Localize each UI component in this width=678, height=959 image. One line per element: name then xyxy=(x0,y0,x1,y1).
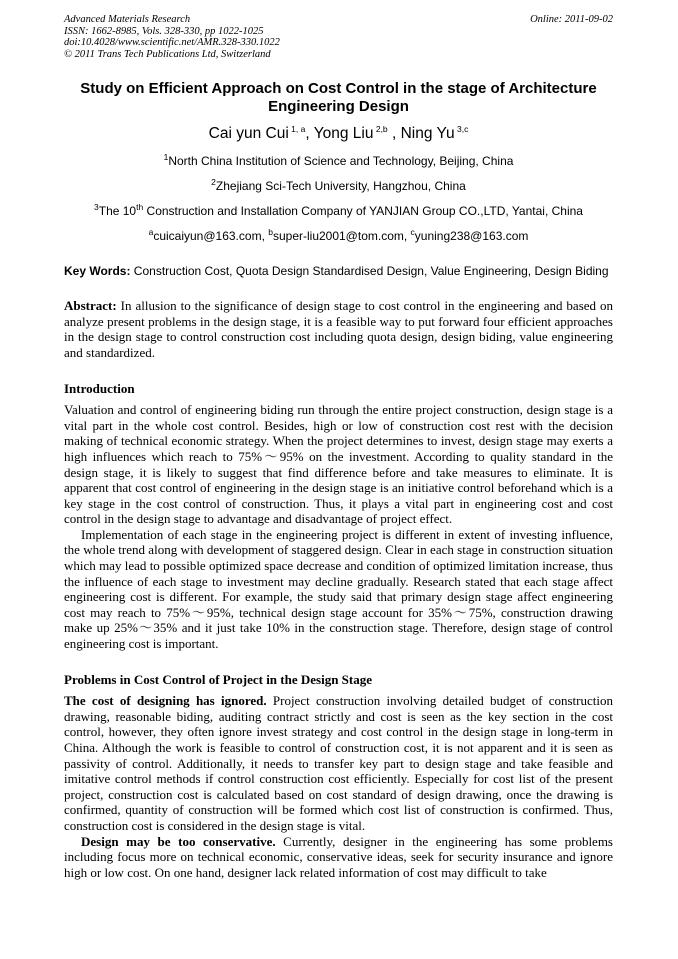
email-sup: c xyxy=(410,227,415,238)
copyright-line: © 2011 Trans Tech Publications Ltd, Switzerland xyxy=(64,48,271,60)
issn-line: ISSN: 1662-8985, Vols. 328-330, pp 1022-1025 xyxy=(64,25,264,37)
author-sup: 1, a xyxy=(291,124,306,134)
paper-title: Study on Efficient Approach on Cost Control in the stage of Architecture Engineering Design xyxy=(80,80,597,115)
author-sup: 3,c xyxy=(456,124,469,134)
affiliation-text: North China Institution of Science and Technology, Beijing, China xyxy=(168,154,514,169)
affiliation-ordinal: th xyxy=(136,202,144,213)
journal-header xyxy=(64,14,613,60)
author-name: Cai yun Cui xyxy=(208,125,289,143)
author-name: Yong Liu xyxy=(313,125,374,143)
keywords xyxy=(64,264,613,278)
author-list xyxy=(64,120,613,143)
journal-name: Advanced Materials Research xyxy=(64,14,191,25)
section-heading-problems: Problems in Cost Control of Project in the Design Stage xyxy=(64,671,373,687)
author-separator: , xyxy=(305,125,314,143)
paragraph-text: Project construction involving detailed budget of construction drawing, reasonable biding, auditing contract strictly and cost is seen as the key section in the cost control, however, they often ignore invest strategy and cost control in the design stage in long-term in China. Although the work is feasible to control of construction cost, it is not apparent and it is seen as passivity of control. Additionally, it needs to transfer key part to design stage and take feasible and imitative control methods if control construction cost efficiently. Especially for cost list of the present project, construction cost is calculated based on cost standard of design drawing, once the drawing is confirmed, quantity of construction will be formed which cost list of construction is confirmed. Thus, construction cost is considered in the design stage is vital. xyxy=(64,693,613,833)
paragraph-lead: The cost of designing has ignored. xyxy=(64,693,267,709)
doi-line: doi:10.4028/www.scientific.net/AMR.328-330.1022 xyxy=(64,37,280,48)
keywords-text: Construction Cost, Quota Design Standardised Design, Value Engineering, Design Biding xyxy=(130,264,609,279)
problems-paragraph-1 xyxy=(64,693,613,833)
affiliation-2 xyxy=(64,175,613,193)
email-link[interactable]: yuning238@163.com xyxy=(414,229,529,244)
affiliation-text: Zhejiang Sci-Tech University, Hangzhou, China xyxy=(215,179,466,194)
affiliation-pre: The 10 xyxy=(98,204,137,219)
affiliation-1 xyxy=(64,150,613,168)
affiliation-sup: 2 xyxy=(211,177,216,188)
email-list xyxy=(64,225,613,243)
abstract-label: Abstract: xyxy=(64,298,117,314)
paragraph-lead: Design may be too conservative. xyxy=(81,833,276,849)
paragraph-text: Currently, designer in the engineering has some problems including focus more on technical economic, conservative ideas, seek for security insurance and ignore high or low cost. On one hand, designer lack related information of cost may difficult to take xyxy=(64,833,613,880)
intro-paragraph-1: Valuation and control of engineering biding run through the entire project construction, design stage is a vital part in the whole cost control. Besides, high or low of construction cost rest with the decision making of technical economic strategy. When the project determines to invest, design stage may exerts a high influences which reach to 75%～95% on the investment. According to quality standard in the design stage, it is likely to suggest that find difference before and take measures to eliminate. It is apparent that cost control of engineering in the design stage is an initiative control beforehand which is a key stage in the cost control of construction. Thus, it plays a vital part in engineering cost and cost control in the design stage to advantage and disadvantage of project effect. xyxy=(64,402,613,527)
keywords-label: Key Words: xyxy=(64,264,131,279)
affiliation-text: Construction and Installation Company of YANJIAN Group CO.,LTD, Yantai, China xyxy=(143,204,583,219)
email-sup: b xyxy=(268,227,273,238)
email-link[interactable]: super-liu2001@tom.com, xyxy=(272,229,411,244)
affiliation-sup: 1 xyxy=(163,152,169,163)
problems-paragraph-2 xyxy=(64,834,613,881)
abstract-text: In allusion to the significance of design stage to cost control in the engineering and based on analyze present problems in the design stage, it is a feasible way to put forward four efficient approaches in the design stage to control construction cost including quota design, design biding, value engineering and standardized. xyxy=(64,298,613,360)
abstract xyxy=(64,298,613,360)
email-link[interactable]: cuicaiyun@163.com, xyxy=(153,229,269,244)
intro-paragraph-2: Implementation of each stage in the engineering project is different in extent of investing influence, the whole trend along with development of staggered design. Clear in each stage in construction situation which may lead to possible optimized space decrease and condition of optimized limitation increase, thus the influence of each stage to investment may decline gradually. Research stated that each stage affect engineering cost is different. For example, the study said that primary design stage affect engineering cost may reach to 75%～95%, technical design stage account for 35%～75%, construction drawing make up 25%～35% and it just take 10% in the construction stage. Therefore, design stage of control engineering cost is important. xyxy=(64,526,613,652)
author-separator: , xyxy=(387,125,401,143)
section-heading-introduction: Introduction xyxy=(64,380,135,396)
author-name: Ning Yu xyxy=(400,125,455,143)
author-sup: 2,b xyxy=(375,124,388,134)
paper-page xyxy=(64,14,613,880)
affiliation-sup: 3 xyxy=(94,202,99,213)
email-sup: a xyxy=(148,227,154,238)
online-date: Online: 2011-09-02 xyxy=(530,14,613,25)
affiliation-3 xyxy=(54,200,623,218)
